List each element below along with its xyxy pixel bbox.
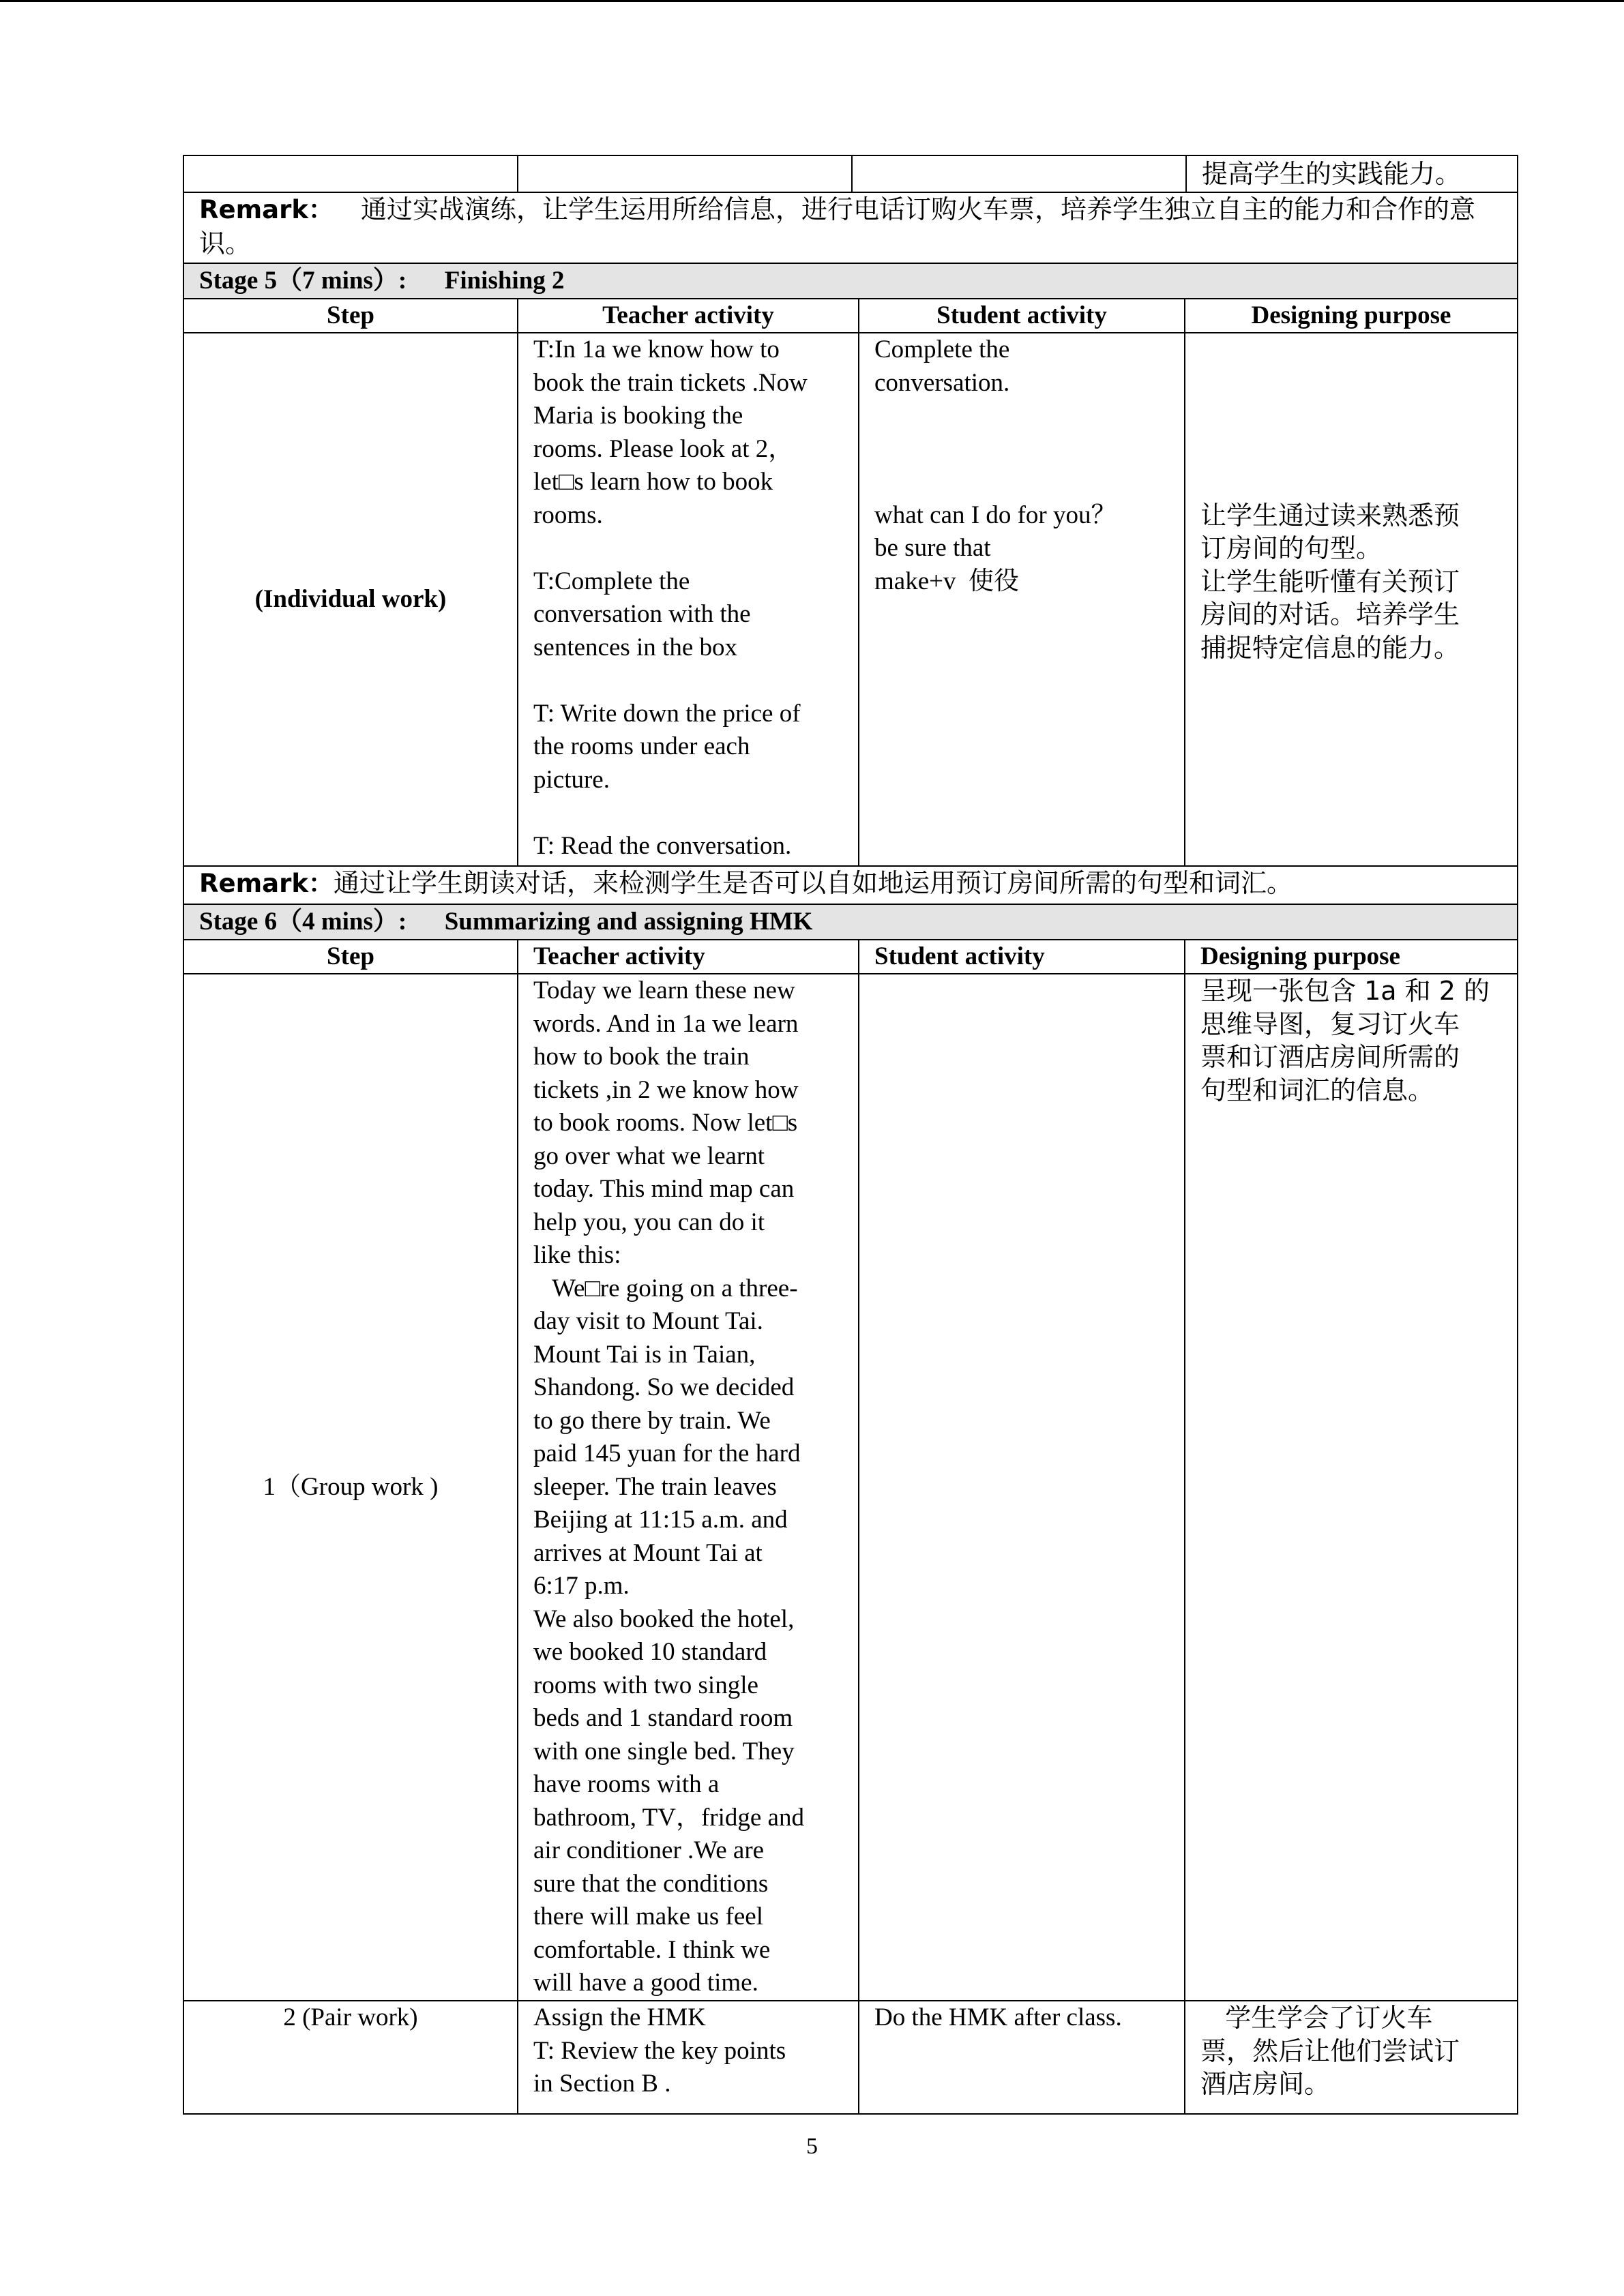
stage-6-row-1-teacher-line: will have a good time. [533, 1969, 758, 1997]
stage-6-row-1-teacher-line: tickets ,in 2 we know how [533, 1075, 799, 1104]
stage-6-row-1-purpose-cell [1185, 974, 1517, 2000]
stage-5-student-line: make+v 使役 [874, 567, 1019, 595]
stage-5-title: Stage 5（7 mins）: Finishing 2 [184, 264, 1517, 298]
stage-5-teacher-line [533, 796, 848, 830]
header-step: Step [184, 299, 518, 332]
page-number: 5 [806, 2134, 818, 2159]
stage-6-row-1-teacher-line: how to book the train [533, 1043, 750, 1071]
stage-6-row-1-student-cell [859, 974, 1185, 2000]
stage-6-row-2-teacher-line: Assign the HMK [533, 2003, 706, 2031]
stage-5-purpose-cell [1185, 333, 1517, 865]
stage-5-teacher-line: T:Complete the [533, 567, 690, 595]
stage-6-row-1-step-cell [184, 974, 518, 2000]
stage-5-purpose-line: 让学生通过读来熟悉预 [1200, 500, 1460, 531]
stage-6-row-1-teacher-line: to go there by train. We [533, 1406, 771, 1435]
header-designing-purpose: Designing purpose [1200, 942, 1400, 970]
stage-5-body-row [183, 333, 1518, 867]
stage-6-row-2-purpose-line: 票，然后让他们尝试订 [1200, 2036, 1460, 2066]
stage-6-row-2-teacher-cell [518, 2001, 859, 2113]
stage-6-row-1-teacher-line: go over what we learnt [533, 1142, 765, 1170]
stage-6-row-1-teacher-line: air conditioner .We are [533, 1836, 765, 1864]
carryover-purpose-cell [1187, 156, 1517, 192]
stage-6-row-1-teacher-line: rooms with two single [533, 1671, 758, 1699]
stage-5-teacher-line: T: Read the conversation. [533, 831, 792, 860]
remark-text: 通过实战演练，让学生运用所给信息，进行电话订购火车票，培养学生独立自主的能力和合作的意识。 [199, 194, 1475, 258]
remark-text: 通过让学生朗读对话，来检测学生是否可以自如地运用预订房间所需的句型和词汇。 [333, 868, 1293, 898]
stage-6-row-1-teacher-line: with one single bed. They [533, 1737, 795, 1765]
stage-6-row-1-teacher-line: today. This mind map can [533, 1175, 795, 1203]
stage-5-teacher-line: T: Write down the price of [533, 699, 801, 728]
stage-5-teacher-line: conversation with the [533, 600, 751, 628]
stage-6-row-2-purpose-cell [1185, 2001, 1517, 2113]
stage-5-teacher-line [533, 532, 848, 565]
lesson-plan-table [183, 155, 1518, 2115]
stage-6-row-2-step: 2 (Pair work) [283, 2003, 418, 2031]
stage-5-student-line: Complete the [874, 336, 1010, 363]
stage-6-title-row [183, 905, 1518, 940]
stage-6-row-1-teacher-line: Mount Tai is in Taian, [533, 1340, 756, 1369]
stage-6-row-2-purpose-line: 学生学会了订火车 [1200, 2003, 1433, 2033]
header-student-activity: Student activity [859, 299, 1185, 332]
stage-6-row-1-teacher-line: paid 145 yuan for the hard [533, 1440, 801, 1467]
stage-5-purpose-line [1200, 433, 1507, 466]
stage-6-row-1-teacher-line: Today we learn these new [533, 976, 795, 1004]
carryover-purpose-text: 提高学生的实践能力。 [1202, 159, 1462, 189]
stage-6-row-2-teacher-line: in Section B . [533, 2070, 671, 2098]
carryover-student-cell [853, 156, 1187, 192]
stage-5-student-line [874, 400, 1175, 433]
stage-5-teacher-line: book the train tickets .Now [533, 368, 808, 397]
stage-5-teacher-line [533, 664, 848, 698]
stage-6-row-1-teacher-line: beds and 1 standard room [533, 1704, 793, 1732]
stage-5-purpose-line: 让学生能听懂有关预订 [1200, 566, 1460, 597]
stage-6-row-1-teacher-line: have rooms with a [533, 1770, 720, 1798]
stage-6-row-2-student-cell [859, 2001, 1185, 2113]
stage-6-row-2-purpose-line: 酒店房间。 [1200, 2069, 1331, 2099]
stage-6-row-1-teacher-line: comfortable. I think we [533, 1935, 771, 1964]
stage-6-title: Stage 6（4 mins）: Summarizing and assigning HMK [184, 905, 1517, 939]
stage-6-row-1-purpose-line: 思维导图，复习订火车 [1200, 1009, 1460, 1039]
header-teacher-activity: Teacher activity [518, 940, 859, 973]
stage-6-row-1-teacher-line: Beijing at 11:15 a.m. and [533, 1506, 788, 1534]
stage-5-teacher-line: Maria is booking the [533, 402, 743, 430]
stage-5-teacher-line: let□s learn how to book [533, 468, 773, 496]
stage-6-row-1-teacher-line: sure that the conditions [533, 1869, 769, 1898]
header-teacher-activity: Teacher activity [518, 299, 859, 332]
stage-5-purpose-line [1200, 333, 1507, 367]
remark-label: Remark： [199, 195, 334, 224]
stage-5-purpose-line: 房间的对话。培养学生 [1200, 599, 1460, 629]
stage-6-row-1-teacher-line: arrives at Mount Tai at [533, 1538, 763, 1567]
stage-5-purpose-line: 订房间的句型。 [1200, 533, 1383, 563]
stage-6-row-1-purpose-line: 句型和词汇的信息。 [1200, 1075, 1434, 1105]
header-step: Step [184, 940, 518, 973]
stage-6-row-1-teacher-line: there will make us feel [533, 1903, 763, 1930]
stage-5-teacher-cell [518, 333, 859, 865]
stage-6-row-1-teacher-line: sleeper. The train leaves [533, 1472, 777, 1501]
stage-5-title-row [183, 264, 1518, 299]
stage-6-row-1-teacher-line: day visit to Mount Tai. [533, 1307, 763, 1335]
remark-row-1 [183, 193, 1518, 264]
stage-5-purpose-line [1200, 400, 1507, 433]
carryover-row [183, 155, 1518, 193]
page-top-border [0, 0, 1624, 2]
stage-6-row-1-teacher-line: we booked 10 standard [533, 1638, 767, 1666]
stage-6-row-2-student: Do the HMK after class. [874, 2003, 1122, 2031]
stage-5-teacher-line: T:In 1a we know how to [533, 336, 780, 363]
stage-5-student-line: what can I do for you？ [874, 501, 1117, 529]
carryover-step-cell [184, 156, 518, 192]
stage-5-header-row [183, 299, 1518, 333]
stage-5-student-line: conversation. [874, 368, 1010, 397]
stage-6-header-row [183, 940, 1518, 974]
stage-6-row-2-step-cell [184, 2001, 518, 2113]
stage-6-row-2-teacher-line: T: Review the key points [533, 2036, 786, 2065]
remark-row-2 [183, 867, 1518, 905]
stage-6-row-1 [183, 974, 1518, 2001]
stage-6-row-1-teacher-line: We□re going on a three- [533, 1274, 798, 1302]
stage-5-teacher-line: rooms. Please look at 2， [533, 434, 794, 463]
header-designing-purpose: Designing purpose [1251, 301, 1451, 329]
stage-6-row-1-teacher-line: We also booked the hotel, [533, 1605, 795, 1633]
stage-5-student-line [874, 466, 1175, 499]
stage-5-student-line: be sure that [874, 534, 991, 562]
stage-6-row-1-step: 1（Group work ) [263, 1472, 439, 1501]
stage-5-teacher-line: sentences in the box [533, 633, 737, 661]
stage-6-row-1-teacher-line: 6:17 p.m. [533, 1572, 630, 1600]
stage-6-row-1-teacher-cell [518, 974, 859, 2000]
stage-6-row-1-teacher-line: to book rooms. Now let□s [533, 1109, 798, 1137]
stage-5-teacher-line: the rooms under each [533, 732, 750, 760]
carryover-teacher-cell [518, 156, 853, 192]
stage-5-step-cell [184, 333, 518, 865]
stage-5-teacher-line: rooms. [533, 501, 603, 529]
stage-6-row-1-teacher-line: help you, you can do it [533, 1208, 765, 1236]
stage-6-row-1-teacher-line: bathroom, TV，fridge and [533, 1803, 804, 1832]
stage-6-row-1-teacher-line: Shandong. So we decided [533, 1373, 795, 1401]
stage-6-row-1-teacher-line: words. And in 1a we learn [533, 1009, 799, 1038]
stage-5-step: (Individual work) [254, 584, 447, 613]
header-student-activity: Student activity [859, 940, 1185, 973]
stage-5-purpose-line: 捕捉特定信息的能力。 [1200, 632, 1460, 663]
stage-6-row-1-teacher-line: like this: [533, 1241, 621, 1269]
stage-5-student-line [874, 433, 1175, 466]
remark-label: Remark： [199, 869, 334, 898]
stage-5-student-cell [859, 333, 1185, 865]
stage-5-purpose-line [1200, 466, 1507, 499]
stage-6-row-1-purpose-line: 票和订酒店房间所需的 [1200, 1042, 1460, 1072]
stage-5-purpose-line [1200, 367, 1507, 400]
stage-6-row-1-purpose-line: 呈现一张包含 1a 和 2 的 [1200, 976, 1490, 1006]
stage-6-row-2 [183, 2001, 1518, 2115]
stage-5-teacher-line: picture. [533, 765, 610, 794]
